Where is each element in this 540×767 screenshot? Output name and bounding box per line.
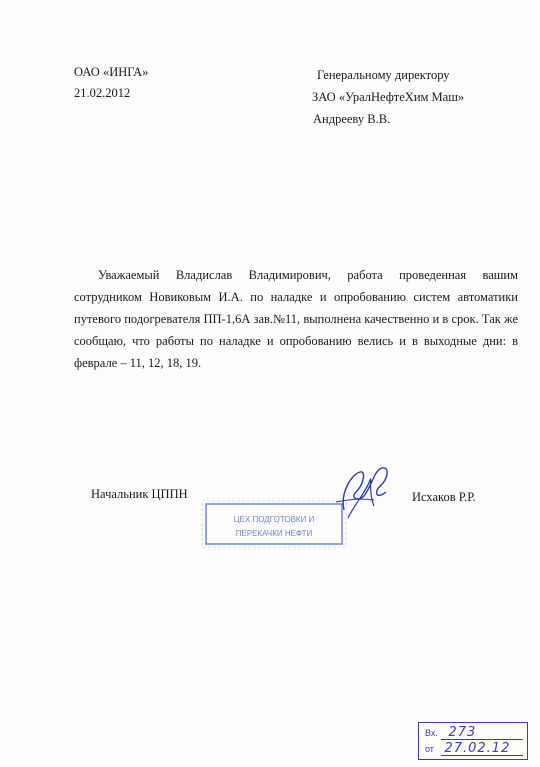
recipient-position: Генеральному директору: [317, 68, 450, 82]
stamp-line-1: ЦЕХ ПОДГОТОВКИ И: [233, 515, 315, 524]
incoming-date: 27.02.12: [444, 741, 511, 756]
recipient-block: [313, 64, 464, 130]
body-paragraph: Уважаемый Владислав Владимирович, работа проведенная вашим сотрудником Новиковым И.А. по наладке и опробованию систем автоматики путевого подогревателя ПП-1,6А зав.№11, выполнена качественно и в срок. Так же сообщаю, что работы по наладке и опробованию велись и в выходные дни: в феврале – 11, 12, 18, 19.: [74, 268, 518, 370]
recipient-company: ЗАО «УралНефтеХим Маш»: [312, 90, 465, 104]
incoming-registration-stamp: [418, 722, 528, 760]
incoming-number: 273: [448, 725, 477, 740]
sender-block: [74, 62, 148, 104]
incoming-number-underline: [441, 739, 523, 740]
letter-body: [74, 264, 518, 374]
signatory-title: Начальник ЦППН: [91, 487, 188, 501]
sender-organization: ОАО «ИНГА»: [74, 65, 149, 79]
incoming-date-row: [425, 742, 510, 756]
recipient-name: Андрееву В.В.: [313, 112, 391, 126]
handwritten-signature: [330, 462, 400, 524]
incoming-date-label: от: [425, 744, 434, 754]
incoming-label: Вх.: [425, 728, 438, 738]
incoming-date-underline: [441, 755, 523, 756]
stamp-line-2: ПЕРЕКАЧКИ НЕФТИ: [235, 529, 313, 538]
letter-date: 21.02.2012: [74, 86, 131, 100]
incoming-number-row: [425, 726, 476, 740]
organization-stamp: [198, 500, 348, 548]
signatory-name: Исхаков Р.Р.: [412, 490, 476, 504]
